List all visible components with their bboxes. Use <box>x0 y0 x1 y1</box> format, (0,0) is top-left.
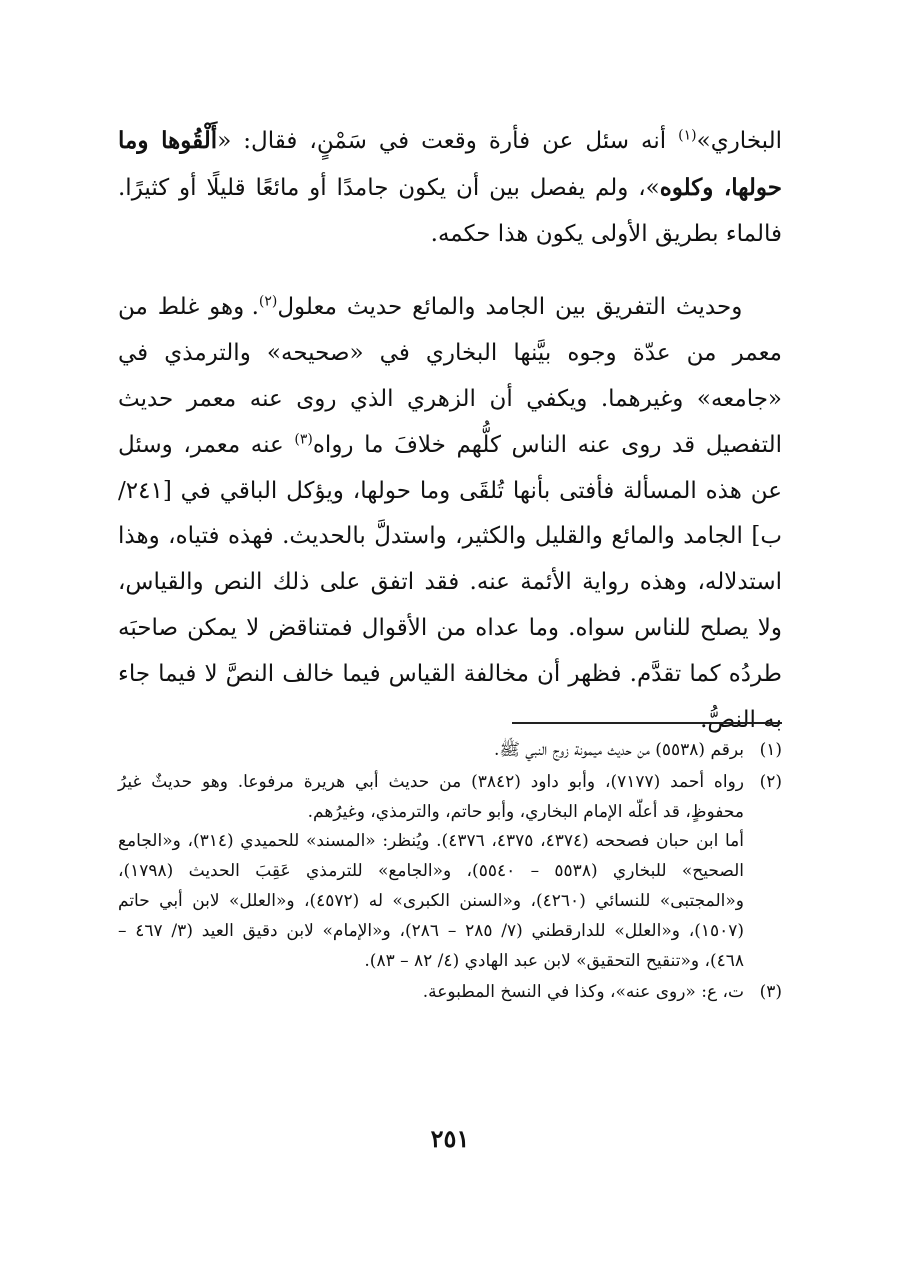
hadith-quote: أَلْقُوها وما حولها، وكلوه <box>118 127 782 201</box>
footnote-2 <box>118 768 782 977</box>
footnote-text: رواه أحمد (٧١٧٧)، وأبو داود (٣٨٤٢) من حديث أبي هريرة مرفوعا. وهو حديثٌ غيرُ محفوظٍ، قد أعلّه الإمام البخاري، وأبو حاتم، والترمذي، وغيرُهم. <box>118 771 744 822</box>
p2-text-a: وحديث التفريق بين الجامد والمائع حديث معلول <box>277 294 743 321</box>
footnotes <box>118 736 782 1010</box>
footnote-number: (٣) <box>759 982 782 1003</box>
footnote-ref-1: (١) <box>678 127 697 144</box>
paragraph-1 <box>118 118 782 257</box>
footnote-text: ت، ع: «روى عنه»، وكذا في النسخ المطبوعة. <box>422 982 744 1003</box>
p2-text-c: عنه معمر، وسئل عن هذه المسألة فأفتى بأنها تُلقَى وما حولها، ويؤكل الباقي في [٢٤١/ب] الجامد والمائع والقليل والكثير، واستدلَّ بالحديث. فهذه فتياه، وهذا استدلاله، وهذه رواية الأئمة عنه. فقد اتفق على ذلك النص والقياس، ولا يصلح للناس سواه. وما عداه من الأقوال فمتناقض لا يمكن صاحبَه طردُه كما تقدَّم. فظهر أن مخالفة القياس فيما خالف النصَّ لا فيما جاء به النصُّ. <box>118 431 782 733</box>
p1-text-c: »، ولم يفصل بين أن يكون جامدًا أو مائعًا قليلًا أو كثيرًا. فالماء بطريق الأولى يكون هذا حكمه. <box>118 174 782 247</box>
footnote-number: (١) <box>759 740 782 760</box>
p2-text-b: . وهو غلط من معمر من عدّة وجوه بيَّنها البخاري في «صحيحه» والترمذي في «جامعه» وغيرهما. ويكفي أن الزهري الذي روى عنه معمر حديث التفصيل قد روى عنه الناس كلُّهم خلافَ ما رواه <box>118 294 782 458</box>
footnote-1 <box>118 736 782 766</box>
footnote-text: برقم (٥٥٣٨) من حديث ميمونة زوج النبي ﷺ. <box>493 740 744 760</box>
p1-text-b: أنه سئل عن فأرة وقعت في سَمْنٍ، فقال: « <box>217 128 679 154</box>
footnote-ref-2: (٢) <box>258 293 278 310</box>
p1-text-a: البخاري» <box>696 128 782 154</box>
page-number: ٢٥١ <box>430 1124 470 1153</box>
main-text <box>118 118 782 743</box>
footnote-ref-3: (٣) <box>294 431 313 448</box>
paragraph-2 <box>118 285 782 743</box>
footnote-3 <box>118 978 782 1008</box>
footnote-text: أما ابن حبان فصححه (٤٣٧٤، ٤٣٧٥، ٤٣٧٦). ويُنظر: «المسند» للحميدي (٣١٤)، و«الجامع الصحيح» للبخاري (٥٥٣٨ – ٥٥٤٠)، و«الجامع» للترمذي عَقِبَ الحديث (١٧٩٨)، و«المجتبى» للنسائي (٤٢٦٠)، و«السنن الكبرى» له (٤٥٧٢)، و«العلل» لابن أبي حاتم (١٥٠٧)، و«العلل» للدارقطني (٧/ ٢٨٥ – ٢٨٦)، و«الإمام» لابن دقيق العيد (٣/ ٤٦٧ – ٤٦٨)، و«تنقيح التحقيق» لابن عبد الهادي (٤/ ٨٢ – ٨٣). <box>118 831 745 971</box>
footnote-number: (٢) <box>759 771 782 792</box>
footnote-separator <box>512 722 782 724</box>
